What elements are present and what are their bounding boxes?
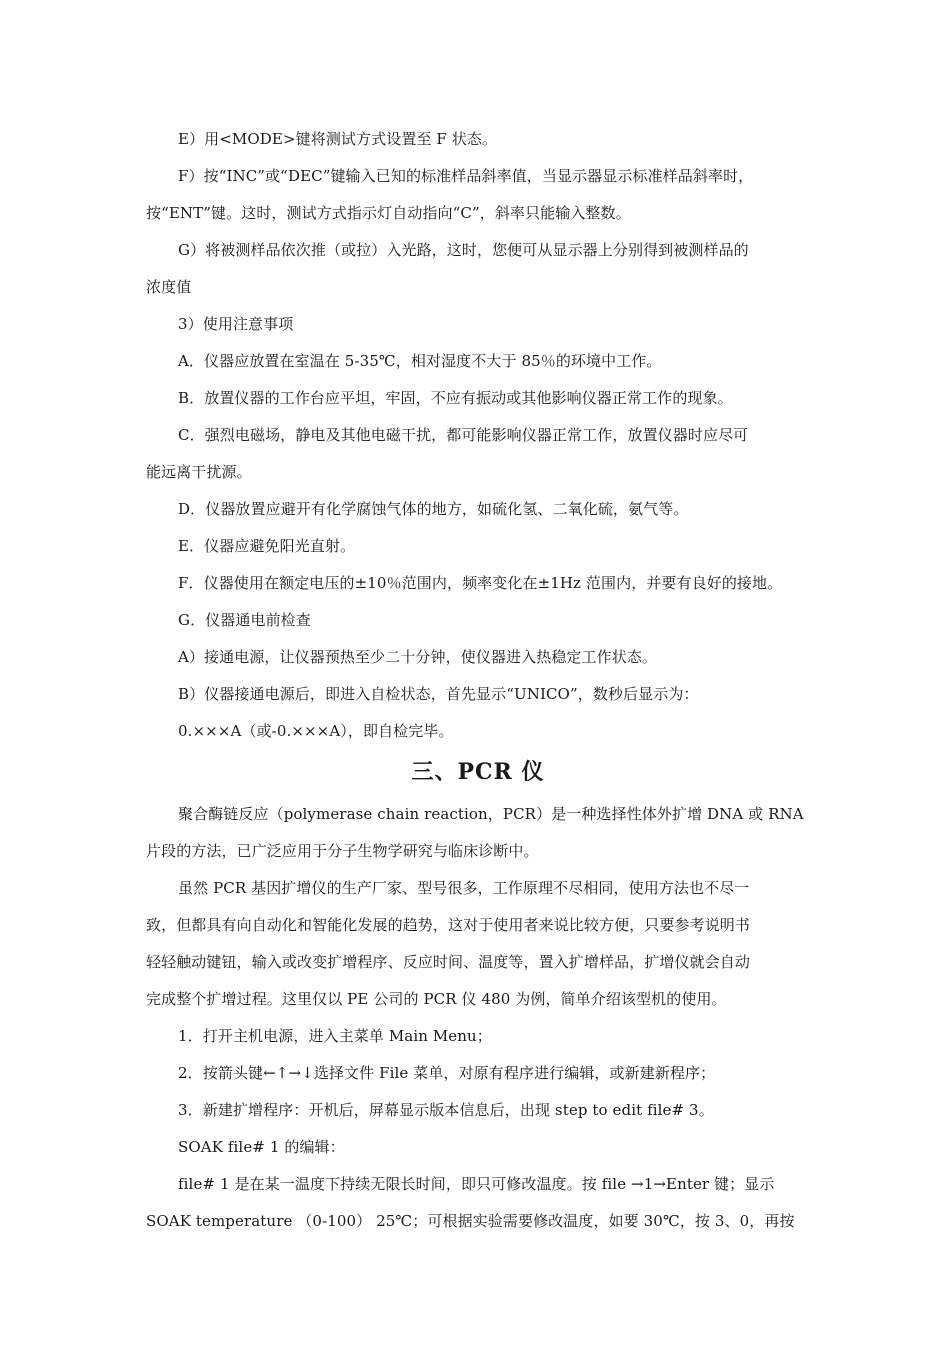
text-line: C．强烈电磁场，静电及其他电磁干扰，都可能影响仪器正常工作，放置仪器时应尽可: [178, 426, 749, 444]
text-line: 2．按箭头键←↑→↓选择文件 File 菜单，对原有程序进行编辑，或新建新程序；: [178, 1064, 716, 1082]
text-line: 浓度值: [146, 278, 192, 296]
text-line: 完成整个扩增过程。这里仅以 PE 公司的 PCR 仪 480 为例，简单介绍该型机的使用。: [146, 990, 727, 1008]
text-line: F．仪器使用在额定电压的±10％范围内，频率变化在±1Hz 范围内，并要有良好的接地。: [178, 574, 783, 592]
text-line: 虽然 PCR 基因扩增仪的生产厂家、型号很多，工作原理不尽相同，使用方法也不尽一: [178, 879, 750, 897]
text-line: 3）使用注意事项: [178, 315, 294, 333]
text-line: E．仪器应避免阳光直射。: [178, 537, 356, 555]
text-line: 聚合酶链反应（polymerase chain reaction，PCR）是一种选择性体外扩增 DNA 或 RNA: [178, 805, 804, 823]
text-line: 片段的方法，已广泛应用于分子生物学研究与临床诊断中。: [146, 842, 539, 860]
text-line: B）仪器接通电源后，即进入自检状态，首先显示“UNICO”，数秒后显示为：: [178, 685, 699, 703]
text-line: 0.×××A（或-0.×××A），即自检完毕。: [178, 722, 454, 740]
text-line: SOAK temperature （0-100） 25℃；可根据实验需要修改温度，如要 30℃，按 3、0，再按: [146, 1212, 795, 1230]
text-block-top: [146, 121, 810, 750]
text-line: B．放置仪器的工作台应平坦，牢固，不应有振动或其他影响仪器正常工作的现象。: [178, 389, 733, 407]
text-line: A）接通电源，让仪器预热至少二十分钟，使仪器进入热稳定工作状态。: [178, 648, 658, 666]
text-line: file# 1 是在某一温度下持续无限长时间，即只可修改温度。按 file →1→Enter 键；显示: [178, 1175, 775, 1193]
section-heading: 三、PCR 仪: [411, 759, 545, 785]
text-line: 轻轻触动键钮，输入或改变扩增程序、反应时间、温度等，置入扩增样品，扩增仪就会自动: [146, 953, 751, 971]
text-line: A．仪器应放置在室温在 5-35℃，相对湿度不大于 85％的环境中工作。: [178, 352, 662, 370]
text-line: D．仪器放置应避开有化学腐蚀气体的地方，如硫化氢、二氧化硫，氨气等。: [178, 500, 689, 518]
text-line: G．仪器通电前检查: [178, 611, 311, 629]
text-line: 3．新建扩增程序：开机后，屏幕显示版本信息后，出现 step to edit file# 3。: [178, 1101, 714, 1119]
text-line: 1．打开主机电源，进入主菜单 Main Menu；: [178, 1027, 492, 1045]
page-content: [146, 121, 810, 1240]
text-block-bottom: [146, 796, 810, 1240]
text-line: 致，但都具有向自动化和智能化发展的趋势，这对于使用者来说比较方便，只要参考说明书: [146, 916, 751, 934]
text-line: SOAK file# 1 的编辑：: [178, 1138, 345, 1156]
text-line: G）将被测样品依次推（或拉）入光路，这时，您便可从显示器上分别得到被测样品的: [178, 241, 749, 259]
text-line: E）用<MODE>键将测试方式设置至 F 状态。: [178, 130, 498, 148]
text-line: F）按“INC”或“DEC”键输入已知的标准样品斜率值，当显示器显示标准样品斜率时，: [178, 167, 754, 185]
text-line: 按“ENT”键。这时，测试方式指示灯自动指向“C”，斜率只能输入整数。: [146, 204, 631, 222]
text-line: 能远离干扰源。: [146, 463, 252, 481]
